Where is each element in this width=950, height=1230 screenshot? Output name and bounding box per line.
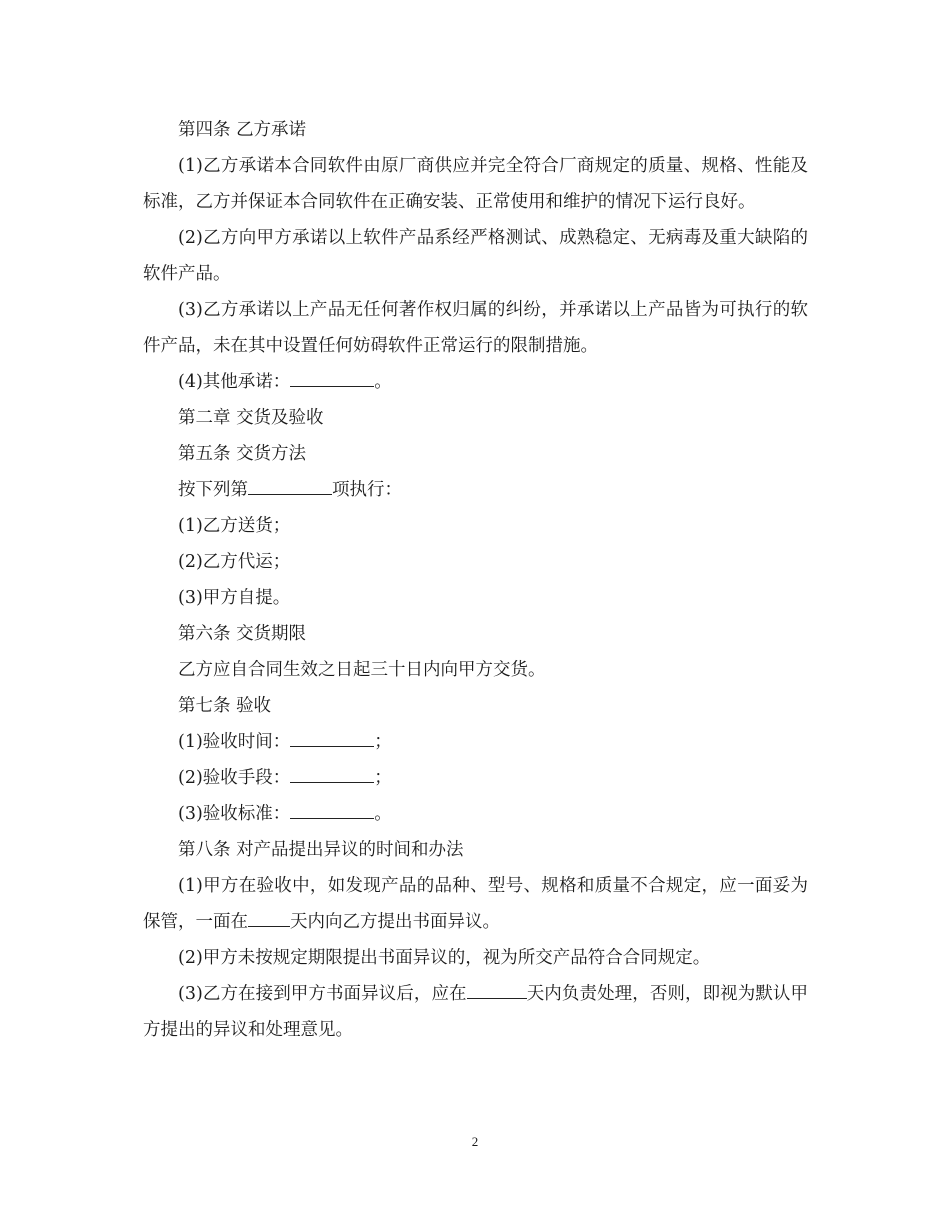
fill-in-blank [290,798,374,819]
article-8-heading: 第八条 对产品提出异议的时间和办法 [178,840,464,860]
article-5-intro: 按下列第 项执行： [143,472,808,508]
article-4-heading: 第四条 乙方承诺 [178,120,307,140]
article-5-heading: 第五条 交货方法 [178,444,307,464]
article-8-clause-1: (1)甲方在验收中，如发现产品的品种、型号、规格和质量不合规定，应一面妥为保管，一面在 天内向乙方提出书面异议。 [143,876,808,932]
fill-in-blank [290,366,374,387]
article-6-heading: 第六条 交货期限 [178,624,307,644]
page-number: 2 [471,1134,479,1149]
fill-in-blank [290,726,374,747]
article-5-option-3: (3)甲方自提。 [178,588,291,608]
chapter-2-heading: 第二章 交货及验收 [178,408,324,428]
fill-in-blank [467,978,527,999]
article-4-clause-2: (2)乙方向甲方承诺以上软件产品系经严格测试、成熟稳定、无病毒及重大缺陷的软件产品。 [143,228,808,284]
article-5-option-1: (1)乙方送货； [178,516,291,536]
article-5-option-2: (2)乙方代运； [178,552,291,572]
fill-in-blank [248,474,332,495]
fill-in-blank [290,762,374,783]
article-4-clause-3: (3)乙方承诺以上产品无任何著作权归属的纠纷，并承诺以上产品皆为可执行的软件产品，未在其中设置任何妨碍软件正常运行的限制措施。 [143,300,808,356]
article-4-clause-4: (4)其他承诺： 。 [143,364,808,400]
article-7-heading: 第七条 验收 [178,696,272,716]
article-7-item-1: (1)验收时间： ； [143,724,808,760]
article-8-clause-2: (2)甲方未按规定期限提出书面异议的，视为所交产品符合合同规定。 [178,948,711,968]
article-7-item-2: (2)验收手段： ； [143,760,808,796]
article-4-clause-1: (1)乙方承诺本合同软件由原厂商供应并完全符合厂商规定的质量、规格、性能及标准，乙方并保证本合同软件在正确安装、正常使用和维护的情况下运行良好。 [143,156,808,212]
article-6-text: 乙方应自合同生效之日起三十日内向甲方交货。 [178,660,546,680]
article-8-clause-3: (3)乙方在接到甲方书面异议后，应在 天内负责处理，否则，即视为默认甲方提出的异议和处理意见。 [143,976,808,1048]
document-body [143,112,808,1048]
article-7-item-3: (3)验收标准： 。 [143,796,808,832]
fill-in-blank [248,906,290,927]
